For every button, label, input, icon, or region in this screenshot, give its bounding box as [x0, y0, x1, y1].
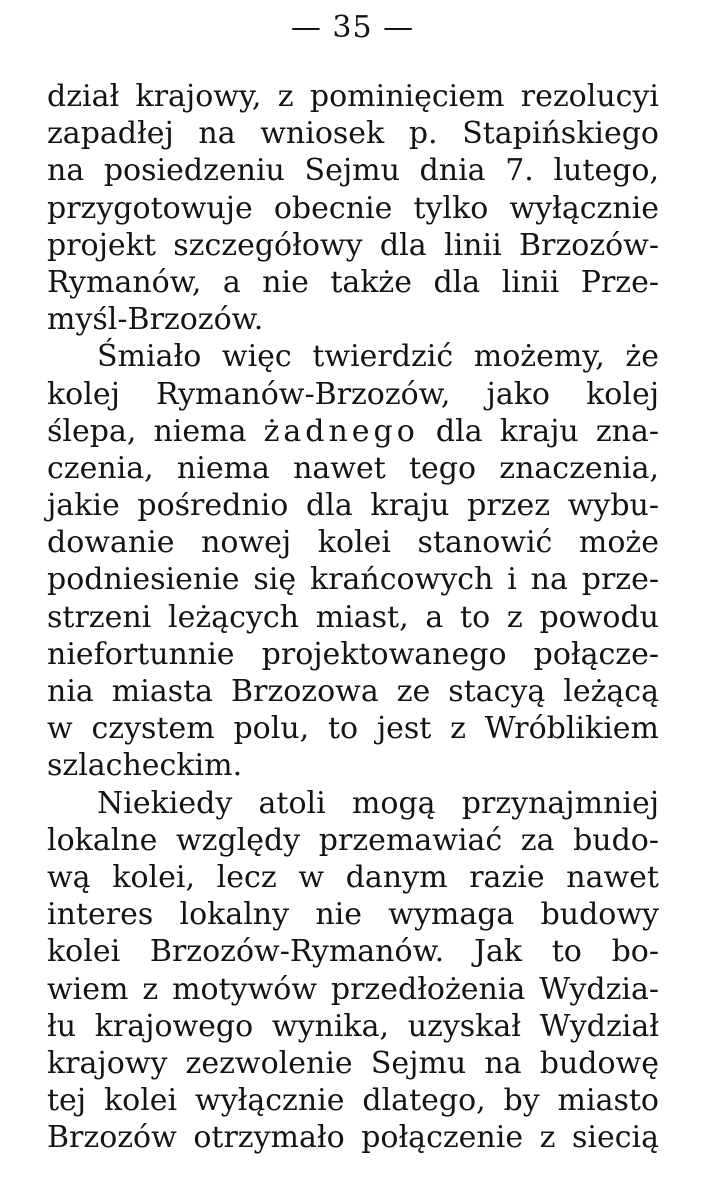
text-line: dowanie nowej kolei stanowić może — [47, 525, 659, 561]
text-line: interes lokalny nie wymaga budowy — [47, 897, 659, 933]
paragraph-end-line: szlacheckim. — [47, 748, 243, 784]
text-line: kolei Brzozów-Rymanów. Jak to bo- — [47, 934, 659, 970]
body-text — [47, 78, 659, 1156]
text-line: Brzozów otrzymało połączenie z siecią — [47, 1120, 659, 1156]
text-line: podniesienie się krańcowych i na prze- — [47, 562, 659, 598]
text-line: projekt szczegółowy dla linii Brzozów- — [47, 227, 659, 263]
text-line: na posiedzeniu Sejmu dnia 7. lutego, — [47, 153, 659, 189]
text-line: zapadłej na wniosek p. Stapińskiego — [47, 116, 659, 152]
text-line: Rymanów, a nie także dla linii Prze- — [47, 264, 659, 300]
text-line: czenia, niema nawet tego znaczenia, — [47, 450, 659, 486]
text-line: w czystem polu, to jest z Wróblikiem — [47, 711, 659, 747]
text-line: nia miasta Brzozowa ze stacyą leżącą — [47, 674, 659, 709]
text-line: niefortunnie projektowanego połącze- — [47, 636, 659, 672]
text-line — [47, 413, 659, 450]
text-line: wiem z motywów przedłożenia Wydzia- — [47, 971, 659, 1007]
text-line: wą kolei, lecz w danym razie nawet — [47, 859, 659, 895]
text-line: krajowy zezwolenie Sejmu na budowę — [47, 1045, 659, 1081]
paragraph-start-line: Śmiało więc twierdzić możemy, że — [97, 339, 659, 375]
text-line: kolej Rymanów-Brzozów, jako kolej — [47, 376, 659, 412]
text-line: strzeni leżących miast, a to z powodu — [47, 599, 659, 635]
text-line: jakie pośrednio dla kraju przez wybu- — [47, 488, 659, 524]
text-line: łu krajowego wynika, uzyskał Wydział — [47, 1008, 659, 1044]
text-line: przygotowuje obecnie tylko wyłącznie — [47, 190, 659, 226]
page-number: — 35 — — [290, 10, 415, 45]
emphasized-word: żadnego — [263, 413, 419, 449]
text-segment: dla kraju zna- — [418, 413, 659, 449]
text-segment: ślepa, niema — [47, 413, 264, 449]
paragraph-start-line: Niekiedy atoli mogą przynajmniej — [97, 785, 659, 821]
text-line: tej kolei wyłącznie dlatego, by miasto — [47, 1083, 659, 1119]
text-line: lokalne względy przemawiać za budo- — [47, 822, 659, 858]
text-line: dział krajowy, z pominięciem rezolucyi — [47, 79, 659, 114]
paragraph-end-line: myśl-Brzozów. — [47, 302, 264, 338]
